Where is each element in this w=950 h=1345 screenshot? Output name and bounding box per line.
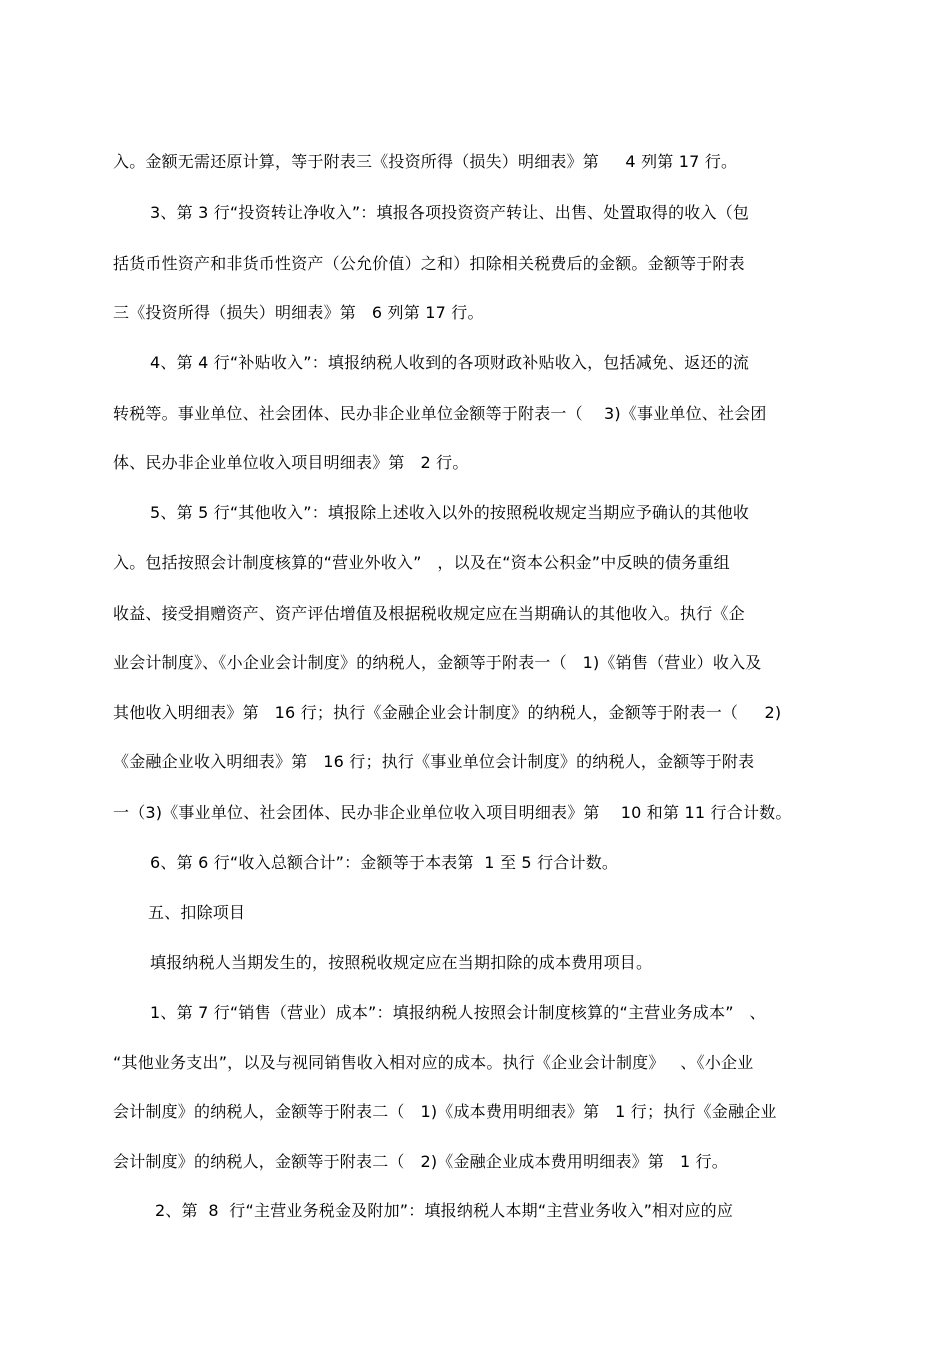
text-line: 体、民办非企业单位收入项目明细表》第 2 行。: [113, 453, 469, 472]
text-line: 收益、接受捐赠资产、资产评估增值及根据税收规定应在当期确认的其他收入。执行《企: [113, 604, 745, 623]
text-line: 3、第 3 行“投资转让净收入”：填报各项投资资产转让、出售、处置取得的收入（包: [150, 203, 750, 222]
text-line: 填报纳税人当期发生的，按照税收规定应在当期扣除的成本费用项目。: [150, 953, 653, 972]
text-line: 三《投资所得（损失）明细表》第 6 列第 17 行。: [113, 303, 484, 322]
text-line: 《金融企业收入明细表》第 16 行；执行《事业单位会计制度》的纳税人，金额等于附表: [113, 752, 755, 771]
text-line: 入。金额无需还原计算，等于附表三《投资所得（损失）明细表》第 4 列第 17 行。: [113, 152, 738, 171]
text-line: 5、第 5 行“其他收入”：填报除上述收入以外的按照税收规定当期应予确认的其他收: [150, 503, 750, 522]
text-line: 括货币性资产和非货币性资产（公允价值）之和）扣除相关税费后的金额。金额等于附表: [113, 254, 745, 273]
section-heading: 五、扣除项目: [148, 903, 246, 922]
text-line: “其他业务支出”，以及与视同销售收入相对应的成本。执行《企业会计制度》 、《小企业: [113, 1053, 754, 1072]
text-line: 一（3)《事业单位、社会团体、民办非企业单位收入项目明细表》第 10 和第 11 行合计数。: [113, 803, 792, 822]
text-line: 1、第 7 行“销售（营业）成本”：填报纳税人按照会计制度核算的“主营业务成本” 、: [150, 1003, 766, 1022]
text-line: 6、第 6 行“收入总额合计”：金额等于本表第 1 至 5 行合计数。: [150, 853, 619, 872]
text-line: 会计制度》的纳税人，金额等于附表二（ 1)《成本费用明细表》第 1 行；执行《金融企业: [113, 1102, 777, 1121]
text-line: 入。包括按照会计制度核算的“营业外收入” ，以及在“资本公积金”中反映的债务重组: [113, 553, 730, 572]
text-line: 其他收入明细表》第 16 行；执行《金融企业会计制度》的纳税人，金额等于附表一（ 2): [113, 703, 782, 722]
text-line: 业会计制度》、《小企业会计制度》的纳税人，金额等于附表一（ 1)《销售（营业）收入及: [113, 653, 762, 672]
text-line: 2、第 8 行“主营业务税金及附加”：填报纳税人本期“主营业务收入”相对应的应: [155, 1201, 734, 1220]
text-line: 转税等。事业单位、社会团体、民办非企业单位金额等于附表一（ 3)《事业单位、社会团: [113, 404, 767, 423]
text-line: 会计制度》的纳税人，金额等于附表二（ 2)《金融企业成本费用明细表》第 1 行。: [113, 1152, 729, 1171]
text-line: 4、第 4 行“补贴收入”：填报纳税人收到的各项财政补贴收入，包括减免、返还的流: [150, 353, 750, 372]
